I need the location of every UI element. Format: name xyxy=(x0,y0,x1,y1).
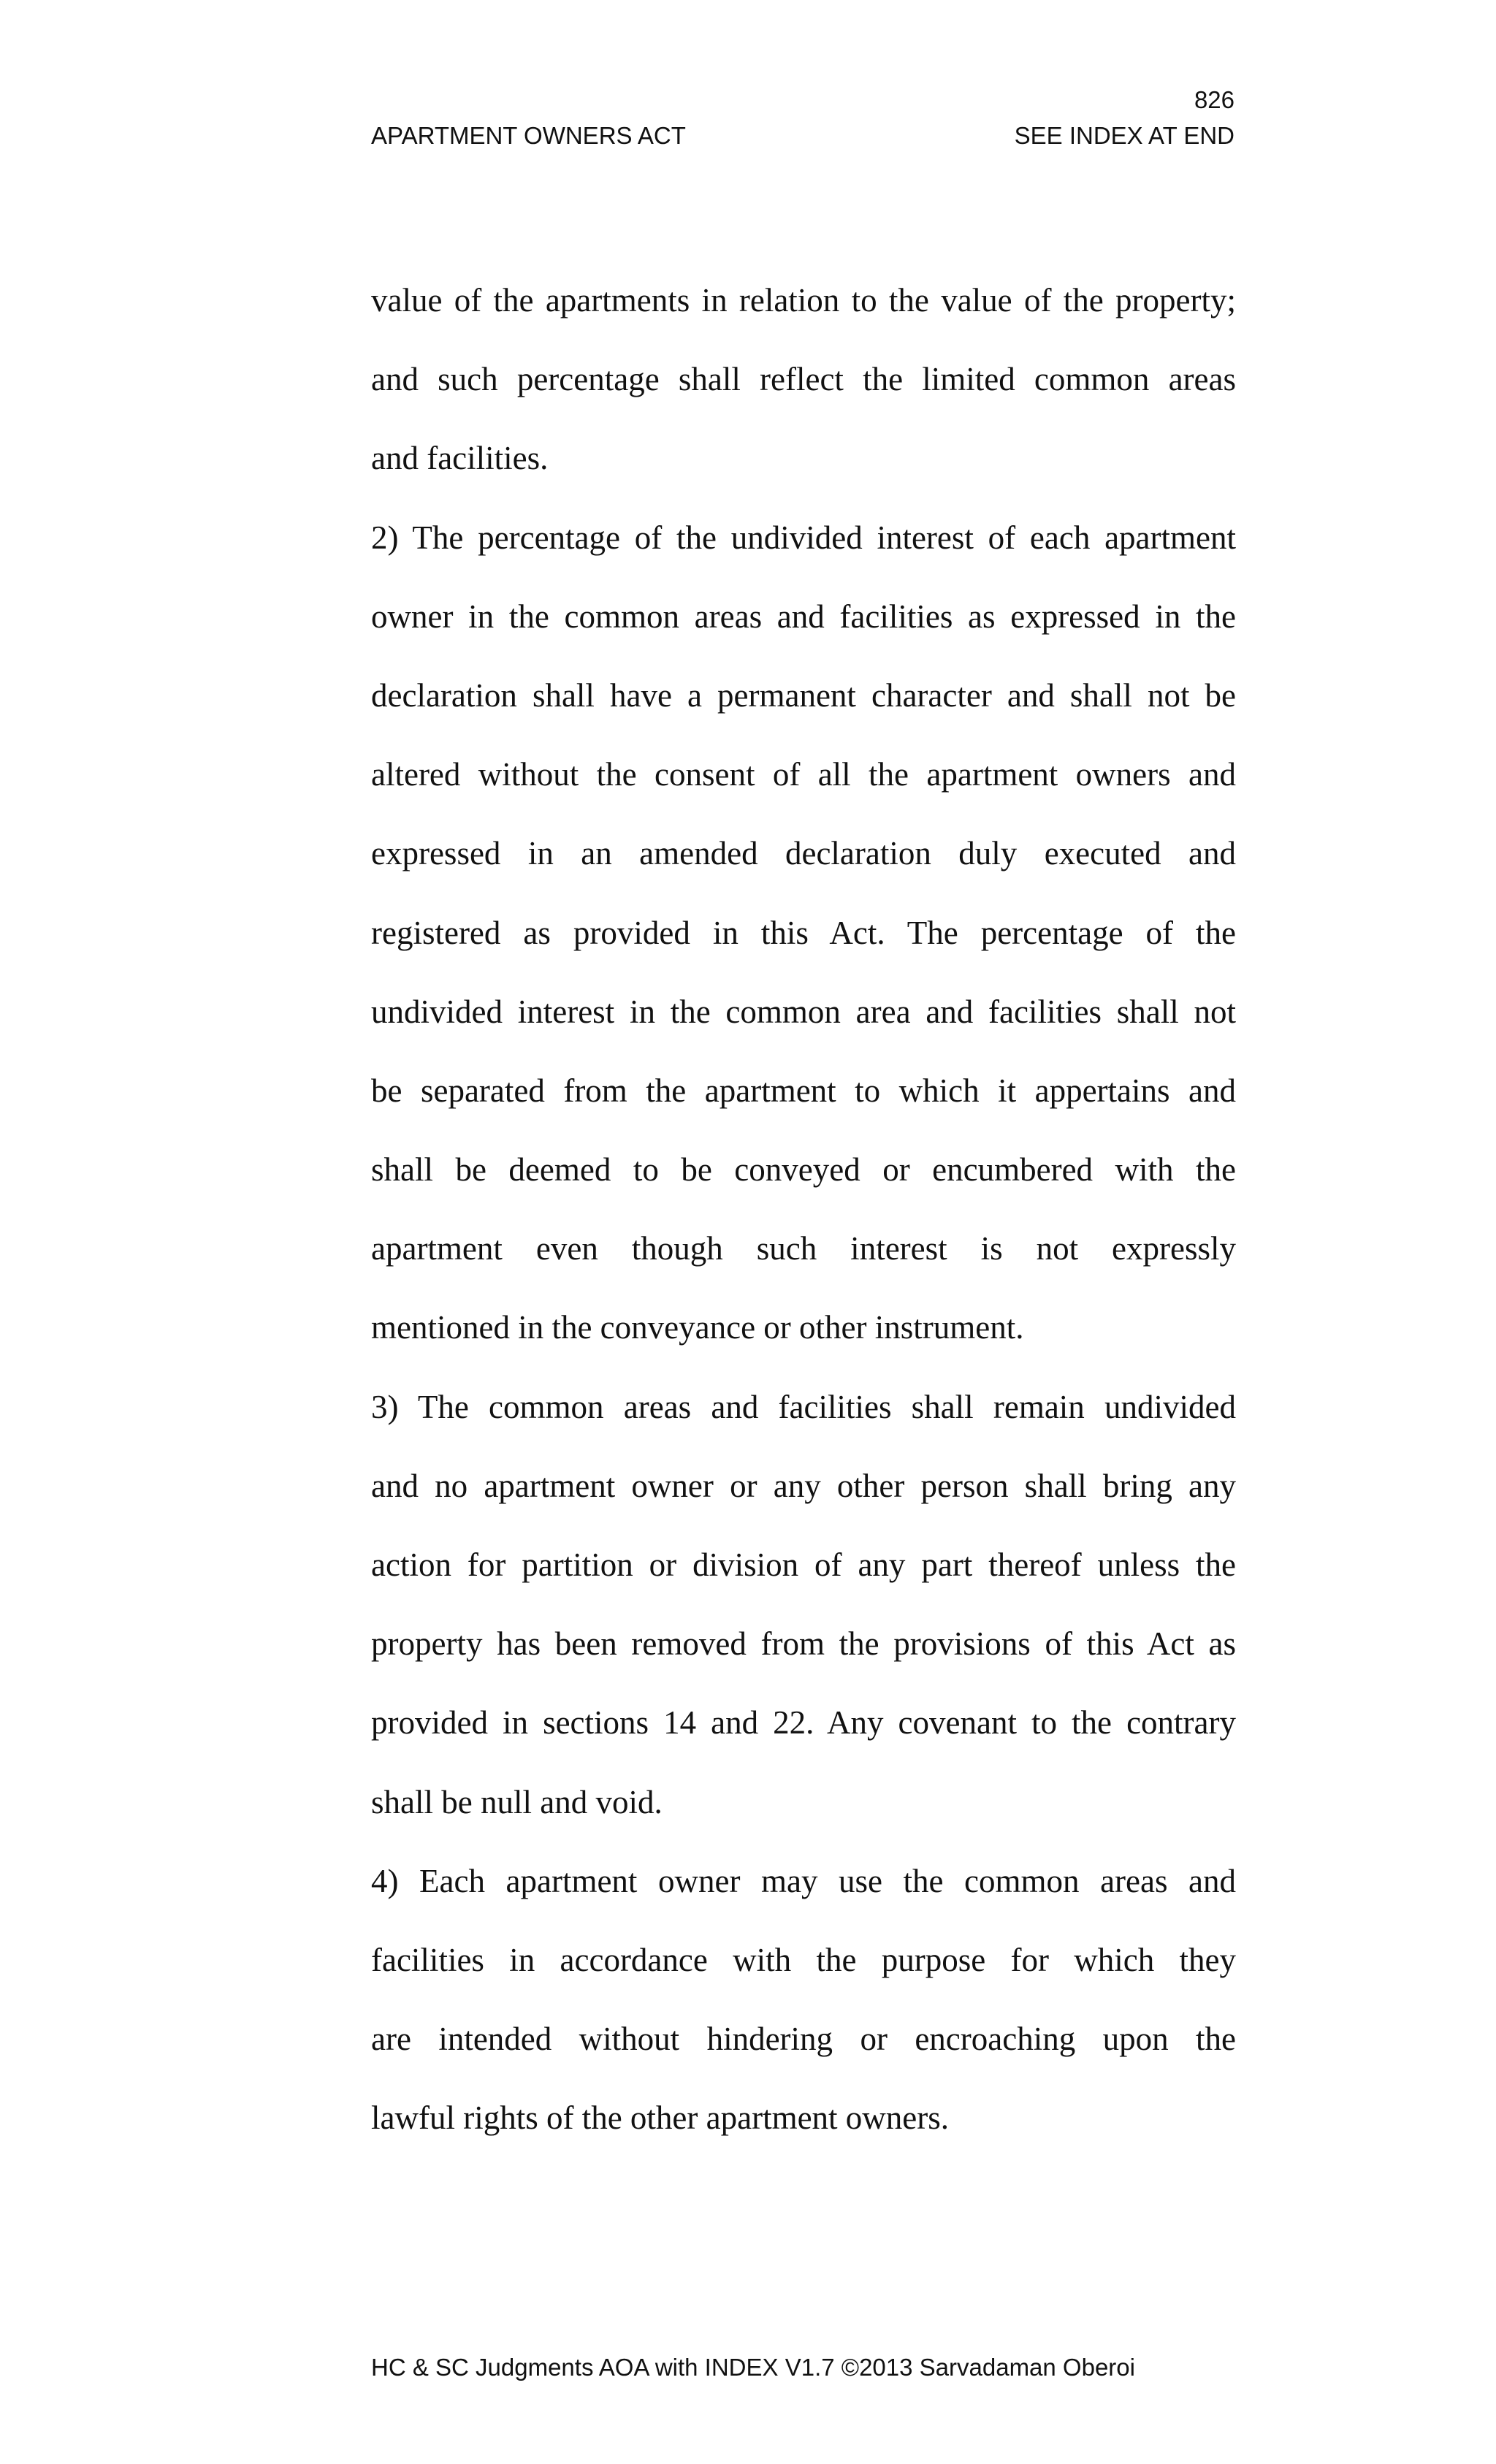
text-line: registered as provided in this Act. The percentage of the xyxy=(371,914,1236,951)
text-line: shall be deemed to be conveyed or encumbered with the xyxy=(371,1151,1236,1189)
running-head-title: APARTMENT OWNERS ACT xyxy=(371,122,686,149)
text-line: and such percentage shall reflect the limited common areas xyxy=(371,361,1236,398)
page-number: 826 xyxy=(1194,86,1234,113)
text-line: 4) Each apartment owner may use the common areas and xyxy=(371,1862,1236,1899)
text-line: lawful rights of the other apartment owners. xyxy=(371,2099,950,2137)
text-line: facilities in accordance with the purpose for which they xyxy=(371,1941,1236,1978)
text-line: expressed in an amended declaration duly executed and xyxy=(371,835,1236,872)
text-line: 3) The common areas and facilities shall remain undivided xyxy=(371,1388,1236,1425)
text-line: apartment even though such interest is not expressly xyxy=(371,1230,1236,1267)
text-line: mentioned in the conveyance or other instrument. xyxy=(371,1309,1024,1346)
text-line: and no apartment owner or any other person shall bring any xyxy=(371,1467,1236,1504)
text-line: be separated from the apartment to which it appertains and xyxy=(371,1072,1236,1109)
page-footer: HC & SC Judgments AOA with INDEX V1.7 ©2013 Sarvadaman Oberoi xyxy=(371,2354,1135,2381)
running-head-index-note: SEE INDEX AT END xyxy=(1014,122,1234,149)
text-line: action for partition or division of any part thereof unless the xyxy=(371,1546,1236,1583)
text-line: are intended without hindering or encroaching upon the xyxy=(371,2021,1236,2058)
text-line: shall be null and void. xyxy=(371,1783,663,1820)
text-line: undivided interest in the common area and facilities shall not xyxy=(371,993,1236,1030)
text-line: property has been removed from the provisions of this Act as xyxy=(371,1625,1236,1663)
text-line: owner in the common areas and facilities as expressed in the xyxy=(371,598,1236,635)
text-line: and facilities. xyxy=(371,440,549,477)
body-text xyxy=(371,261,1236,2158)
text-line: declaration shall have a permanent character and shall not be xyxy=(371,676,1236,714)
text-line: provided in sections 14 and 22. Any covenant to the contrary xyxy=(371,1704,1236,1742)
text-line: altered without the consent of all the apartment owners and xyxy=(371,756,1236,793)
text-line: 2) The percentage of the undivided interest of each apartment xyxy=(371,519,1236,556)
text-line: value of the apartments in relation to the value of the property; xyxy=(371,282,1236,319)
